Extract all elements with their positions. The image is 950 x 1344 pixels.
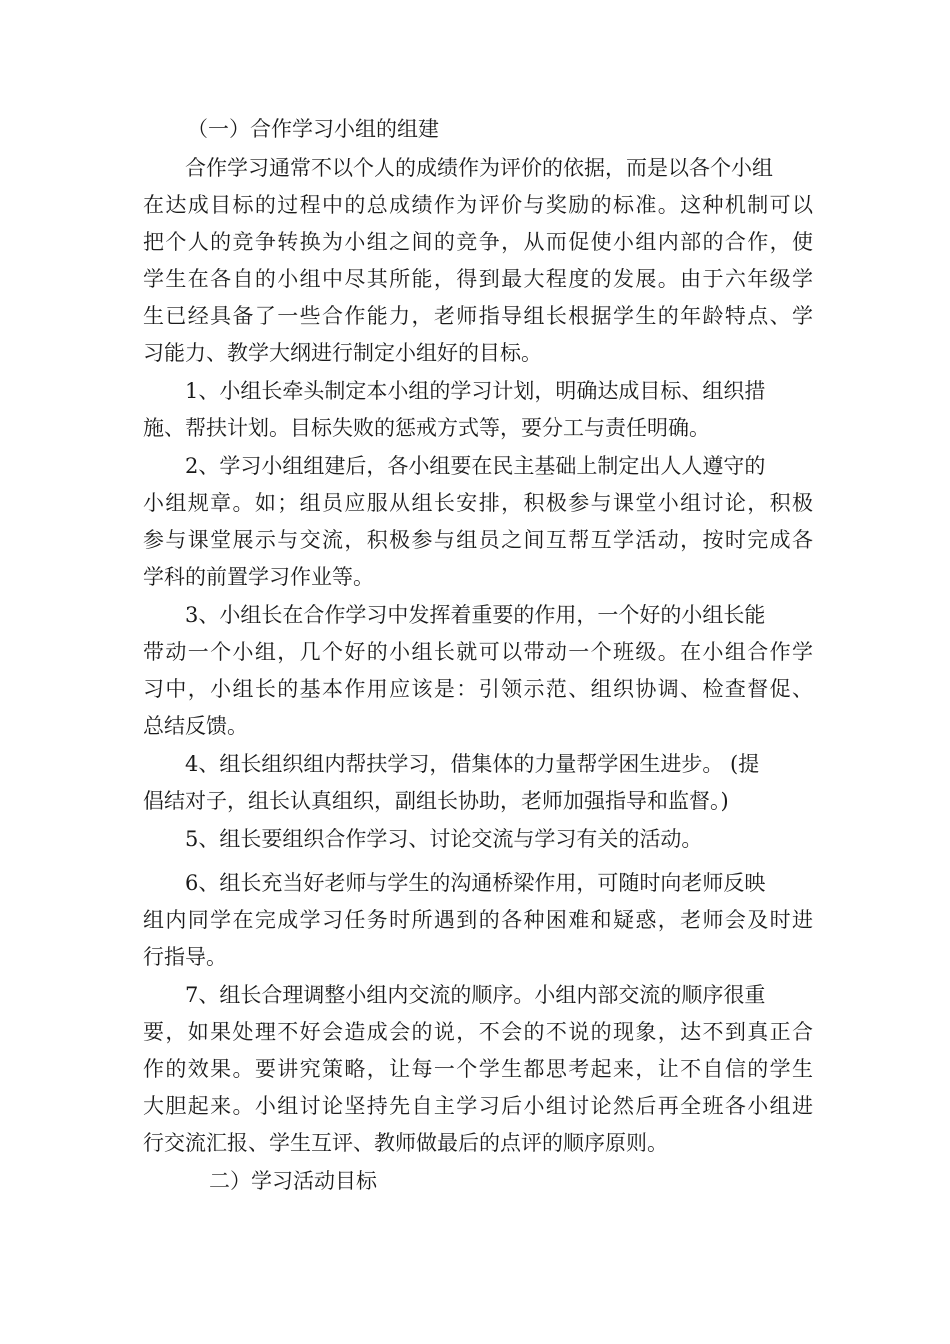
text-line: 习能力、教学大纲进行制定小组好的目标。 — [143, 341, 542, 365]
text-line: 倡结对子，组长认真组织，副组长协助，老师加强指导和监督。) — [143, 789, 729, 813]
text-line: 要，如果处理不好会造成会的说，不会的不说的现象，达不到真正合 — [143, 1020, 813, 1044]
text-line: 1、小组长牵头制定本小组的学习计划，明确达成目标、组织措 — [185, 379, 766, 403]
text-line: 5、组长要组织合作学习、讨论交流与学习有关的活动。 — [185, 827, 703, 851]
text-line: 3、小组长在合作学习中发挥着重要的作用，一个好的小组长能 — [185, 603, 766, 627]
text-line: 4、组长组织组内帮扶学习，借集体的力量帮学困生进步。 (提 — [185, 752, 760, 776]
text-line: 带动一个小组，几个好的小组长就可以带动一个班级。在小组合作学 — [143, 640, 813, 664]
text-line: 习中，小组长的基本作用应该是：引领示范、组织协调、检查督促、 — [143, 677, 813, 701]
text-line: 参与课堂展示与交流，积极参与组员之间互帮互学活动，按时完成各 — [143, 528, 813, 552]
text-line: 在达成目标的过程中的总成绩作为评价与奖励的标准。这种机制可以 — [143, 193, 813, 217]
text-line: 行指导。 — [143, 945, 227, 969]
text-line: 6、组长充当好老师与学生的沟通桥梁作用，可随时向老师反映 — [185, 871, 766, 895]
text-line: 小组规章。如；组员应服从组长安排，积极参与课堂小组讨论，积极 — [143, 491, 813, 515]
text-line: 作的效果。要讲究策略，让每一个学生都思考起来，让不自信的学生 — [143, 1057, 813, 1081]
text-line: 2、学习小组组建后，各小组要在民主基础上制定出人人遵守的 — [185, 454, 766, 478]
text-line: 7、组长合理调整小组内交流的顺序。小组内部交流的顺序很重 — [185, 983, 766, 1007]
text-line: 大胆起来。小组讨论坚持先自主学习后小组讨论然后再全班各小组进 — [143, 1094, 813, 1118]
text-line: 学生在各自的小组中尽其所能，得到最大程度的发展。由于六年级学 — [143, 267, 813, 291]
text-line: 学科的前置学习作业等。 — [143, 565, 374, 589]
text-line: 施、帮扶计划。目标失败的惩戒方式等，要分工与责任明确。 — [143, 416, 710, 440]
text-line: 总结反馈。 — [143, 714, 248, 738]
text-line: 行交流汇报、学生互评、教师做最后的点评的顺序原则。 — [143, 1131, 668, 1155]
text-line: 生已经具备了一些合作能力，老师指导组长根据学生的年龄特点、学 — [143, 304, 813, 328]
text-line: 组内同学在完成学习任务时所遇到的各种困难和疑惑，老师会及时进 — [143, 908, 813, 932]
text-line: 把个人的竞争转换为小组之间的竞争，从而促使小组内部的合作，使 — [143, 230, 813, 254]
text-line: 合作学习通常不以个人的成绩作为评价的依据，而是以各个小组 — [185, 156, 773, 180]
section-heading-1: （一）合作学习小组的组建 — [187, 117, 439, 141]
section-heading-2: 二）学习活动目标 — [209, 1169, 377, 1193]
